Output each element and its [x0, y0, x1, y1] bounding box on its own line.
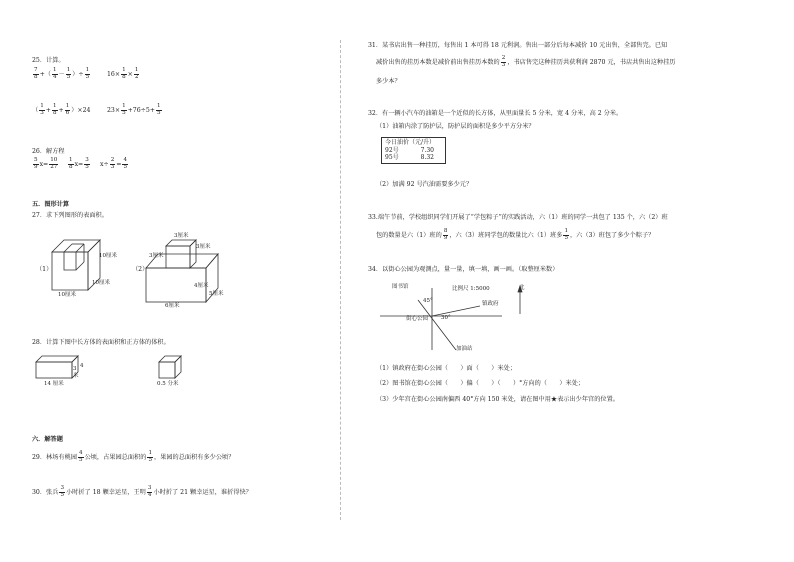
q25-label: 25．计算。: [32, 57, 65, 64]
fraction: $\frac{1}{4}$: [52, 67, 57, 80]
fig2-label-top-a: 3厘米: [174, 233, 189, 239]
fraction: $\frac{10}{27}$: [50, 157, 58, 170]
fraction: $\frac{1}{5}$: [66, 67, 71, 80]
fraction: $\frac{1}{5}$: [564, 228, 568, 241]
fraction: $\frac{1}{5}$: [148, 450, 152, 463]
q34-sub-2: （2）图书馆在街心公园（ ）偏（ ）（ ）°方向的（ ）米处；: [376, 380, 585, 387]
fraction: $\frac{1}{5}$: [157, 103, 161, 116]
q26-equation-b: $\frac{1}{8}$ x= $\frac{3}{5}$: [69, 157, 89, 170]
fig2-label-depth: 5厘米: [209, 291, 224, 297]
map-angle-30: 30°: [441, 315, 451, 321]
table-row: 92号 7.30: [385, 146, 434, 154]
fraction: $\frac{8}{9}$: [443, 228, 448, 241]
q26-equation-c: x÷ $\frac{2}{3}$ = $\frac{4}{5}$: [100, 157, 127, 170]
q26-label: 26．解方程: [32, 148, 65, 155]
q25-expression-c: （ $\frac{1}{3}$ + $\frac{1}{8}$ + $\frac{1}{6}$ ）×24: [32, 103, 91, 116]
q34-sub-3: （3）少年宫在街心公园南偏西 40°方向 150 米处，请在图中用★表示出少年宫的位置。: [376, 396, 619, 403]
fraction: $\frac{1}{3}$: [40, 103, 44, 116]
fig2-label-top-b: 3厘米: [196, 244, 211, 250]
fraction: $\frac{1}{6}$: [65, 103, 70, 116]
fraction: $\frac{3}{5}$: [85, 157, 89, 170]
fraction: $\frac{3}{4}$: [147, 485, 152, 498]
fig2-label-height: 4厘米: [194, 283, 209, 289]
q28-label: 28．计算下图中长方体的表面积和正方体的体积。: [32, 339, 170, 346]
fraction: $\frac{2}{3}$: [110, 157, 115, 170]
fraction: $\frac{2}{3}$: [501, 55, 506, 68]
q31-line-3: 多少本？: [376, 78, 401, 85]
fig1-label-height: 10厘米: [99, 253, 117, 259]
q31-line-1: 31．某书店出售一种挂历，每售出 1 本可得 18 元利润。售出一部分后每本减价 10 元出售，全部售完。已知: [368, 42, 668, 49]
oil-price-table: [381, 137, 446, 164]
fig1-tag: （1）: [36, 266, 53, 273]
fraction: $\frac{1}{8}$: [122, 67, 126, 80]
fig1-label-depth: 10厘米: [92, 280, 110, 286]
oil-price-table-header: 今日油价（元/升）: [385, 139, 436, 146]
fraction: $\frac{1}{5}$: [122, 103, 126, 116]
section-6-heading: 六．解答题: [32, 436, 63, 443]
fig2-label-width: 6厘米: [165, 303, 180, 309]
q25-expression-d: 23× $\frac{1}{5}$ +76÷5+ $\frac{1}{5}$: [107, 103, 161, 116]
table-row: 95号 8.32: [385, 154, 434, 161]
cuboid-unit-label: 米: [73, 373, 79, 379]
map-angle-45: 45°: [423, 298, 433, 304]
map-label-library: 图书馆: [392, 284, 409, 290]
q34-label: 34．以街心公园为观测点，量一量，填一填，画一画。（取整厘米数）: [368, 266, 559, 273]
q25-expression-a: $\frac{7}{8}$ +（ $\frac{1}{4}$ － $\frac{1}{5}$ ）÷ $\frac{1}{5}$: [34, 67, 90, 80]
fraction: $\frac{4}{5}$: [79, 450, 83, 463]
q26-equation-a: $\frac{5}{9}$ x= $\frac{10}{27}$: [34, 157, 58, 170]
cuboid-width-label: 4: [80, 363, 84, 369]
fraction: $\frac{1}{8}$: [52, 103, 57, 116]
q30-text: 30．张兵 $\frac{3}{5}$ 小时折了 18 颗幸运星，王明 $\frac{3}{4}$ 小时折了 21 颗幸运星，谁折得快？: [32, 485, 252, 498]
fig1-label-width: 10厘米: [58, 292, 76, 298]
fig2-tag: （2）: [132, 266, 149, 273]
q33-line-2: 包的数量是六（1）班的 $\frac{8}{9}$ ，六（3）班同学包的数量比六（1）班多 $\frac{1}{5}$ ，六（3）班包了多少个粽子？: [376, 228, 655, 241]
map-label-park: 街心公园: [406, 316, 429, 322]
q33-line-1: 33.端午节前，学校组织同学们开展了“学包粽子”的实践活动，六（1）班的同学一共包了 135 个，六（2）班: [368, 214, 668, 221]
section-5-heading: 五．图形计算: [32, 201, 70, 208]
q29-text: 29．林场有桃园 $\frac{4}{5}$ 公顷，占果园总面积的 $\frac{1}{5}$ ，果园的总面积有多少公顷？: [32, 450, 235, 463]
column-divider: [340, 40, 341, 520]
q31-line-2: 减价出售的挂历本数是减价前出售挂历本数的 $\frac{2}{3}$ ，书店售完这种挂历共获利润 2870 元，书店共售出这种挂历: [376, 55, 676, 68]
map-north-label: 北: [519, 285, 525, 291]
cube-side-label: 0.5 分米: [157, 381, 179, 387]
fraction: $\frac{4}{5}$: [123, 157, 127, 170]
map-label-station: 加油站: [456, 346, 473, 352]
figure-cube: [157, 354, 185, 382]
q32-sub-1: （1）油箱内涂了防护层，防护层的面积是多少平方分米？: [376, 123, 535, 130]
q32-sub-2: （2）加满 92 号汽油需要多少元？: [376, 181, 473, 188]
fig2-label-top-c: 3厘米: [149, 253, 164, 259]
fraction: $\frac{3}{5}$: [60, 485, 64, 498]
map-scale: 比例尺 1:5000: [452, 286, 490, 292]
cuboid-height-label: 3: [73, 366, 77, 372]
q32-line-1: 32．有一辆小汽车的油箱是一个近似的长方体，从里面量长 5 分米，宽 4 分米，高 2 分米。: [368, 110, 623, 117]
fraction: $\frac{1}{2}$: [134, 67, 139, 80]
fraction: $\frac{1}{5}$: [85, 67, 90, 80]
q27-label: 27．求下列图形的表面积。: [32, 212, 108, 219]
fraction: $\frac{7}{8}$: [34, 67, 38, 80]
fraction: $\frac{1}{8}$: [69, 157, 73, 170]
q34-sub-1: （1）镇政府在街心公园（ ）面（ ）米处；: [376, 365, 517, 372]
q25-expression-b: 16× $\frac{1}{8}$ × $\frac{1}{2}$: [107, 67, 139, 80]
map-label-government: 镇政府: [482, 301, 499, 307]
fraction: $\frac{5}{9}$: [34, 157, 38, 170]
cuboid-length-label: 14 厘米: [44, 381, 64, 387]
